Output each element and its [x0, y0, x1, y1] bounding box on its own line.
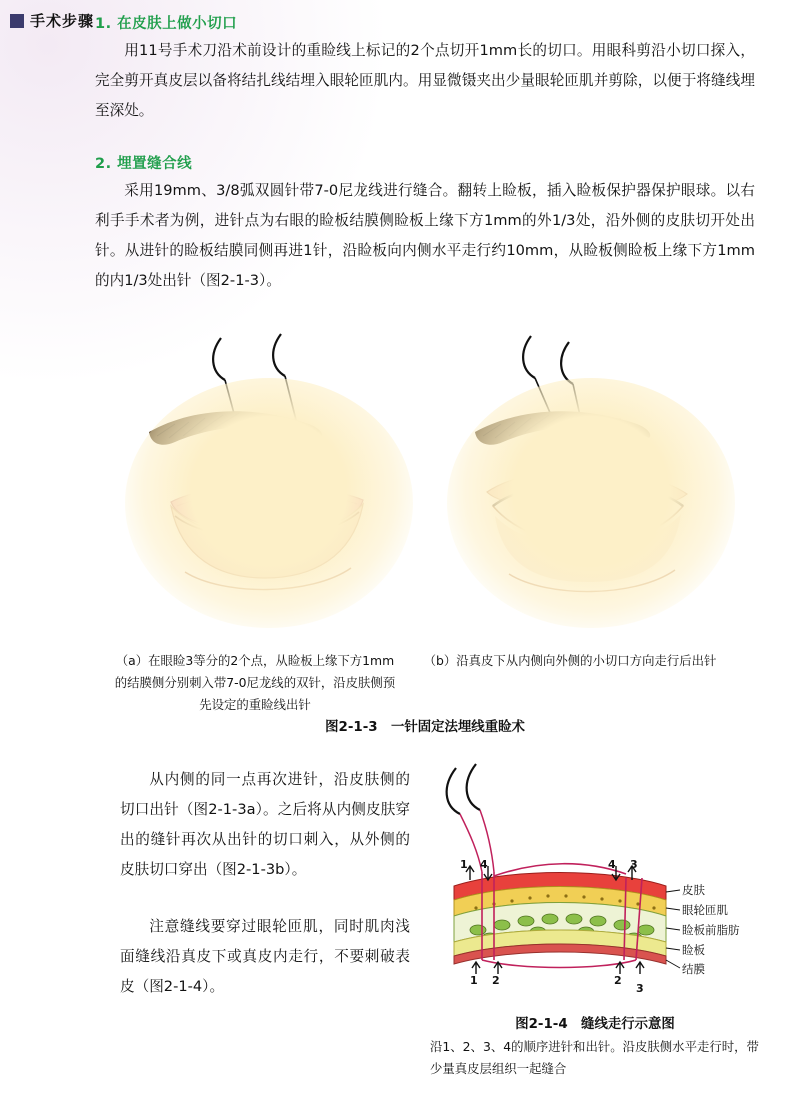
- step-number-3-top-right: 3: [630, 858, 638, 871]
- label-tarsus: 睑板: [682, 943, 705, 957]
- figure-2-1-3-caption-main: 图2-1-3 一针固定法埋线重睑术: [325, 720, 525, 735]
- section-2-body: 采用19mm、3/8弧双圆针带7-0尼龙线进行缝合。翻转上睑板，插入睑板保护器保护眼球。以右利手手术者为例，进针点为右眼的睑板结膜侧睑板上缘下方1mm的外1/3处，沿外侧的皮肤切开处出针。从进针的睑板结膜同侧再进1针，沿睑板向内侧水平走行约10mm，从睑板侧睑板上缘下方1mm的内1/3处出针（图2-1-3）。: [95, 182, 755, 289]
- eye-illustration-a: [113, 320, 423, 650]
- figure-2-1-3-caption-b: （b）沿真皮下从内侧向外侧的小切口方向走行后出针: [423, 653, 717, 668]
- page-title: 手术步骤: [30, 12, 95, 30]
- step-number-3-bottom-right: 3: [636, 982, 644, 995]
- step-number-4-top-right: 4: [608, 858, 616, 871]
- figure-2-1-3: [95, 320, 755, 650]
- figure-2-1-4-caption-sub: 沿1、2、3、4的顺序进针和出针。沿皮肤侧水平走行时，带少量真皮层组织一起缝合: [430, 1039, 759, 1076]
- figure-2-1-4-caption-main: 图2-1-4 缝线走行示意图: [515, 1017, 675, 1032]
- illustration-glow: [447, 378, 735, 628]
- section-1-body: 用11号手术刀沿术前设计的重睑线上标记的2个点切开1mm长的切口。用眼科剪沿小切口探入，完全剪开真皮层以备将结扎线结埋入眼轮匝肌内。用显微镊夹出少量眼轮匝肌并剪除，以便于将缝线埋至深处。: [95, 42, 755, 119]
- eyelid-cross-section-svg: [430, 760, 760, 1010]
- step-number-2-bottom: 2: [492, 974, 500, 987]
- step-number-4-top-left: 4: [480, 858, 488, 871]
- header-marker-icon: [10, 14, 24, 28]
- step-number-1-top-left: 1: [460, 858, 468, 871]
- figure-2-1-4: [430, 760, 760, 1010]
- illustration-glow: [125, 378, 413, 628]
- label-orbicularis: 眼轮匝肌: [682, 903, 728, 917]
- section-1-heading: 1. 在皮肤上做小切口: [95, 16, 238, 32]
- label-conjunctiva: 结膜: [682, 962, 705, 976]
- label-pretarsal-fat: 睑板前脂肪: [682, 923, 740, 937]
- paragraph-3: 从内侧的同一点再次进针，沿皮肤侧的切口出针（图2-1-3a）。之后将从内侧皮肤穿出的缝针再次从出针的切口刺入，从外侧的皮肤切口穿出（图2-1-3b）。: [120, 771, 410, 878]
- figure-2-1-3-caption-a: （a）在眼睑3等分的2个点，从睑板上缘下方1mm的结膜侧分别刺入带7-0尼龙线的双针，沿皮肤侧预先设定的重睑线出针: [114, 653, 396, 712]
- paragraph-4: 注意缝线要穿过眼轮匝肌，同时肌肉浅面缝线沿真皮下或真皮内走行，不要刺破表皮（图2-1-4）。: [120, 918, 410, 995]
- label-skin: 皮肤: [682, 883, 705, 897]
- step-number-2-bottom-right: 2: [614, 974, 622, 987]
- section-2-heading: 2. 埋置缝合线: [95, 156, 193, 172]
- page-header: [10, 10, 94, 31]
- eye-illustration-b: [435, 320, 745, 650]
- step-number-1-bottom: 1: [470, 974, 478, 987]
